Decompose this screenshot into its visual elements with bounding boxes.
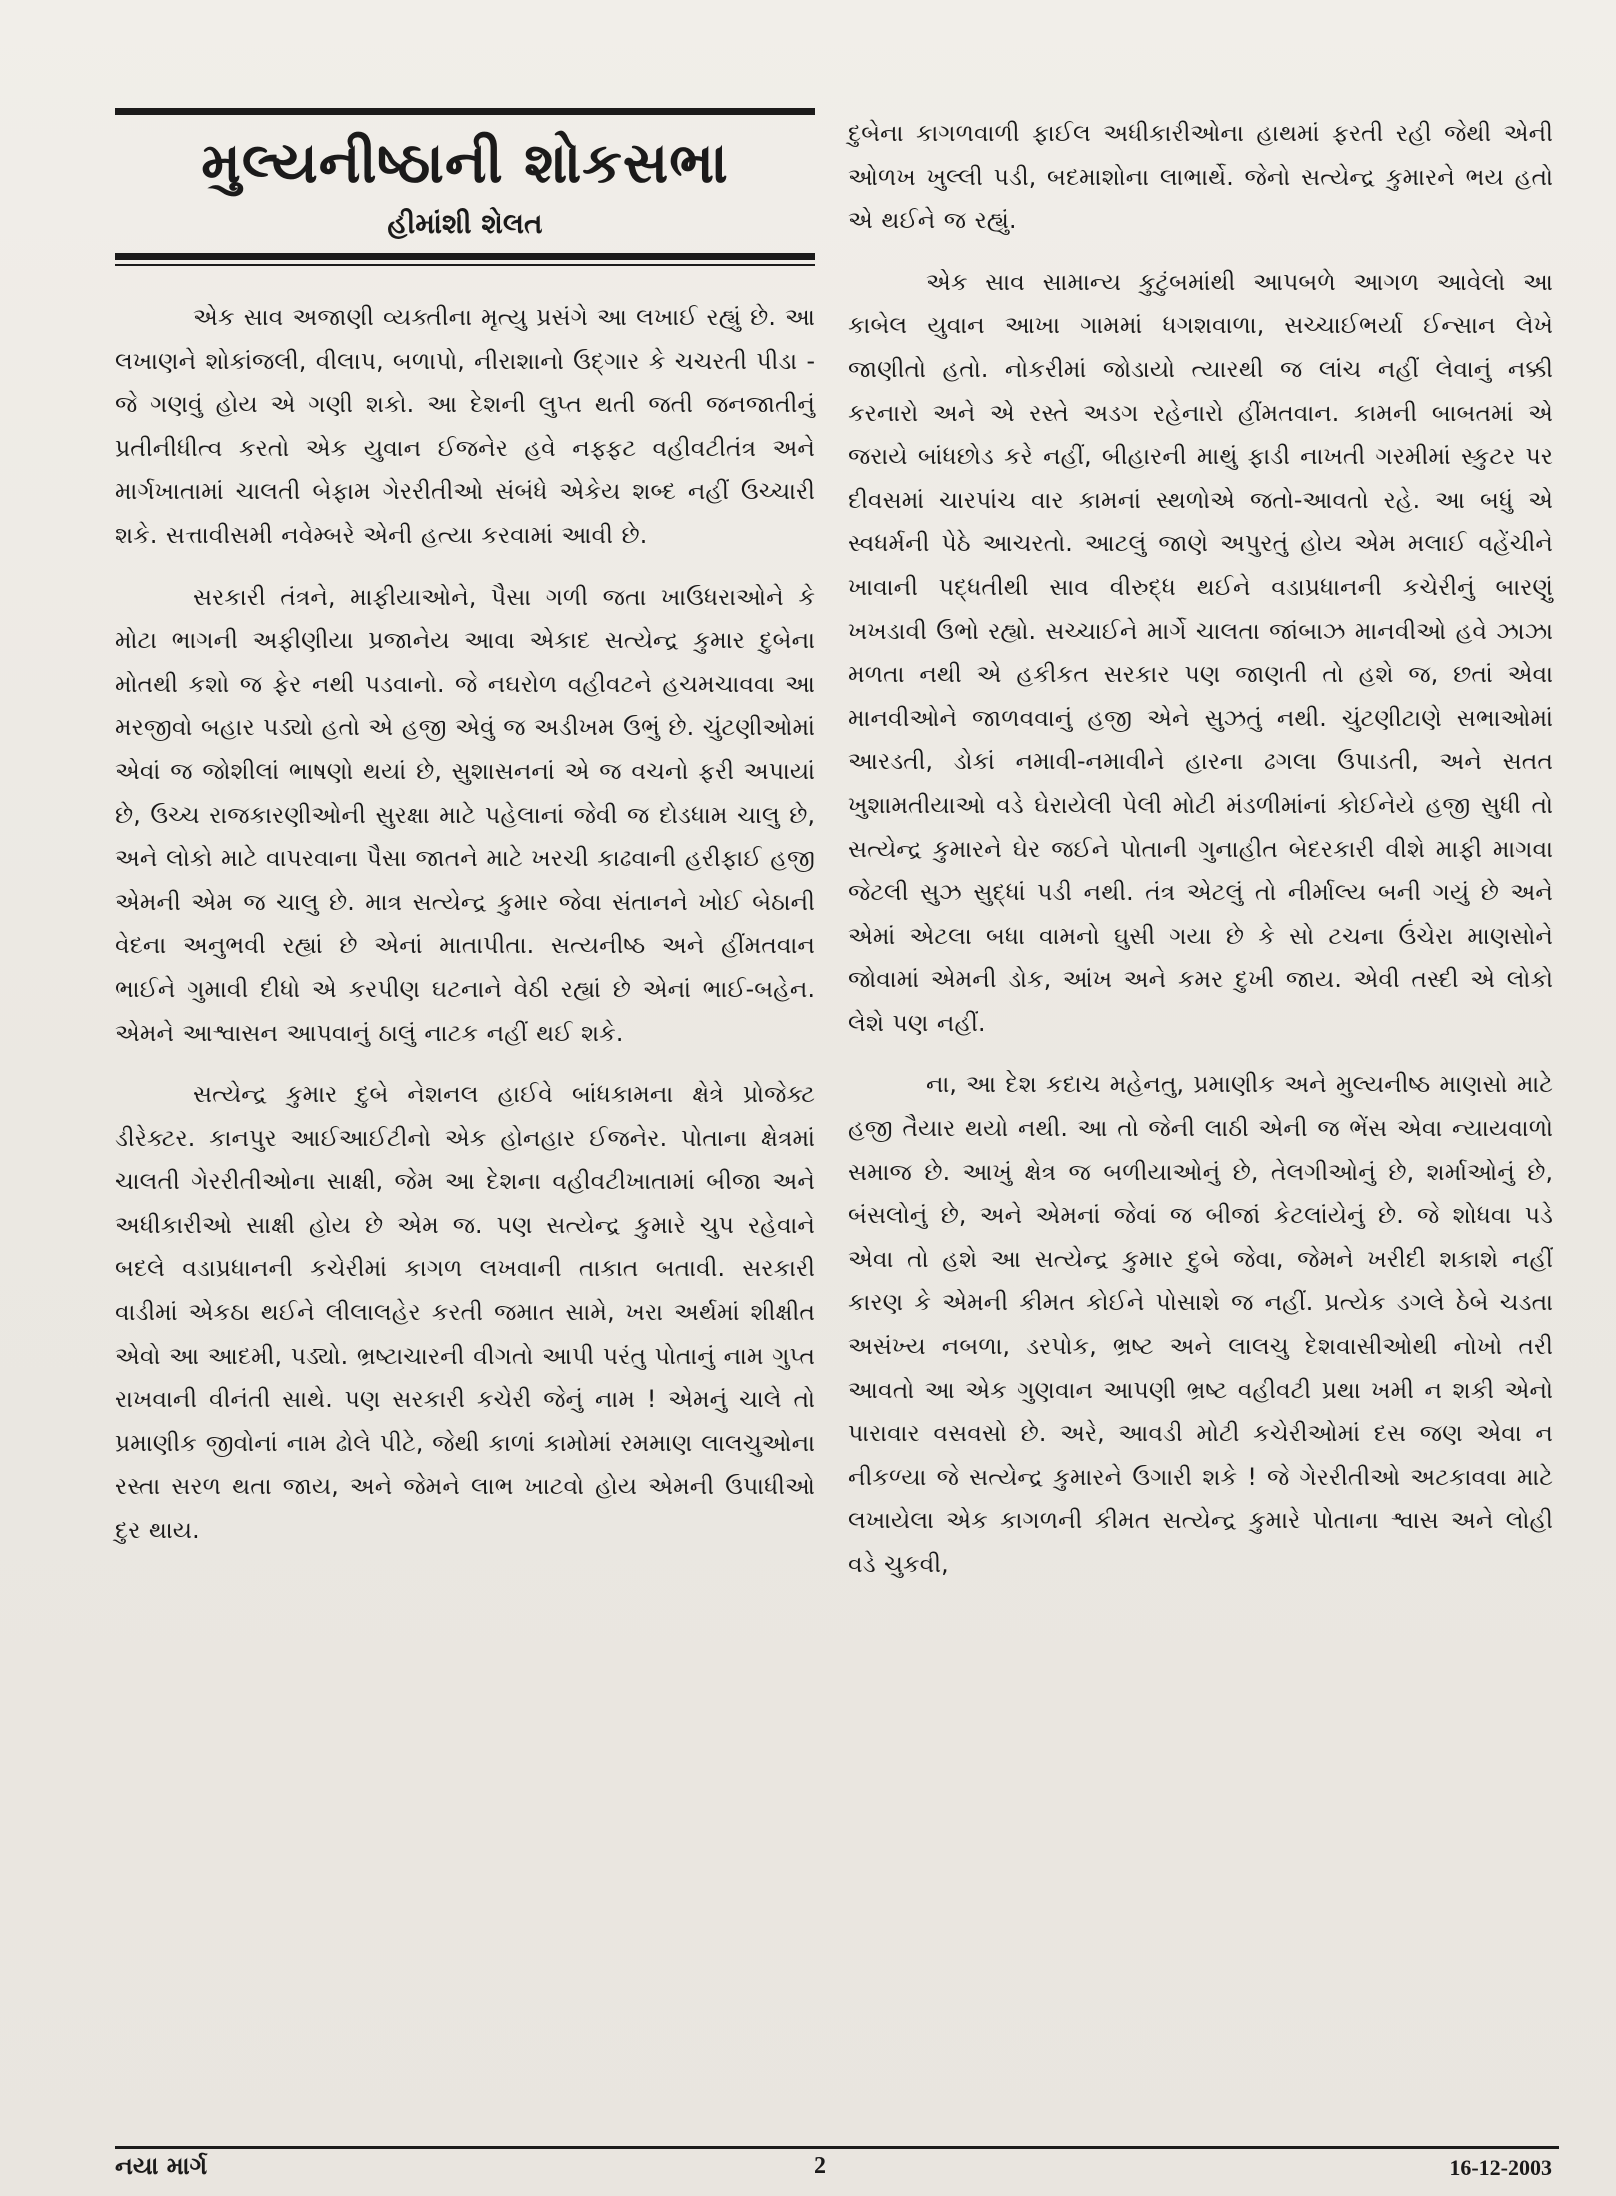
header-rule-thick	[115, 253, 815, 260]
header-rule-thin	[115, 264, 815, 266]
paragraph: સરકારી તંત્રને, માફીયાઓને, પૈસા ગળી જતા ખાઉધરાઓને કે મોટા ભાગની અફીણીયા પ્રજાનેય આવા એકાદ સત્યેન્દ્ર કુમાર દુબેના મોતથી કશો જ ફેર નથી પડવાનો. જે નઘરોળ વહીવટને હચમચાવવા આ મરજીવો બહાર પડ્યો હતો એ હજી એવું જ અડીખમ ઉભું છે. ચુંટણીઓમાં એવાં જ જોશીલાં ભાષણો થયાં છે, સુશાસનનાં એ જ વચનો ફરી અપાયાં છે, ઉચ્ચ રાજકારણીઓની સુરક્ષા માટે પહેલાનાં જેવી જ દોડધામ ચાલુ છે, અને લોકો માટે વાપરવાના પૈસા જાતને માટે ખરચી કાઢવાની હરીફાઈ હજી એમની એમ જ ચાલુ છે. માત્ર સત્યેન્દ્ર કુમાર જેવા સંતાનને ખોઈ બેઠાની વેદના અનુભવી રહ્યાં છે એનાં માતાપીતા. સત્યનીષ્ઠ અને હીંમતવાન ભાઈને ગુમાવી દીધો એ કરપીણ ઘટનાને વેઠી રહ્યાં છે એનાં ભાઈ-બહેન. એમને આશ્વાસન આપવાનું ઠાલું નાટક નહીં થઈ શકે.	[115, 582, 815, 1047]
paragraph: ના, આ દેશ કદાચ મહેનતુ, પ્રમાણીક અને મુલ્યનીષ્ઠ માણસો માટે હજી તૈયાર થયો નથી. આ તો જેની લાઠી એની જ ભેંસ એવા ન્યાયવાળો સમાજ છે. આખું ક્ષેત્ર જ બળીયાઓનું છે, તેલગીઓનું છે, શર્માઓનું છે, બંસલોનું છે, અને એમનાં જેવાં જ બીજાં કેટલાંયેનું છે. જે શોધવા પડે એવા તો હશે આ સત્યેન્દ્ર કુમાર દુબે જેવા, જેમને ખરીદી શકાશે નહીં કારણ કે એમની કીમત કોઈને પોસાશે જ નહીં. પ્રત્યેક ડગલે ઠેબે ચડતા અસંખ્ય નબળા, ડરપોક, ભ્રષ્ટ અને લાલચુ દેશવાસીઓથી નોખો તરી આવતો આ એક ગુણવાન આપણી ભ્રષ્ટ વહીવટી પ્રથા ખમી ન શકી એનો પારાવાર વસવસો છે. અરે, આવડી મોટી કચેરીઓમાં દસ જણ એવા ન નીકળ્યા જે સત્યેન્દ્ર કુમારને ઉગારી શકે ! જે ગેરરીતીઓ અટકાવવા માટે લખાયેલા એક કાગળની કીમત સત્યેન્દ્ર કુમારે પોતાના શ્વાસ અને લોહી વડે ચુકવી,	[848, 1070, 1554, 1578]
issue-date: 16-12-2003	[1449, 2155, 1552, 2180]
paragraph: સત્યેન્દ્ર કુમાર દુબે નેશનલ હાઈવે બાંધકામના ક્ષેત્રે પ્રોજેક્ટ ડીરેક્ટર. કાનપુર આઈઆઈટીનો એક હોનહાર ઈજનેર. પોતાના ક્ષેત્રમાં ચાલતી ગેરરીતીઓના સાક્ષી, જેમ આ દેશના વહીવટીખાતામાં બીજા અને અધીકારીઓ સાક્ષી હોય છે એમ જ. પણ સત્યેન્દ્ર કુમારે ચુપ રહેવાને બદલે વડાપ્રધાનની કચેરીમાં કાગળ લખવાની તાકાત બતાવી. સરકારી વાડીમાં એકઠા થઈને લીલાલહેર કરતી જમાત સામે, ખરા અર્થમાં શીક્ષીત એવો આ આદમી, પડ્યો. ભ્રષ્ટાચારની વીગતો આપી પરંતુ પોતાનું નામ ગુપ્ત રાખવાની વીનંતી સાથે. પણ સરકારી કચેરી જેનું નામ ! એમનું ચાલે તો પ્રમાણીક જીવોનાં નામ ઢોલે પીટે, જેથી કાળાં કામોમાં રમમાણ લાલચુઓના રસ્તા સરળ થતા જાય, અને જેમને લાભ ખાટવો હોય એમની ઉપાધીઓ દુર થાય.	[115, 1080, 815, 1545]
page-number: 2	[814, 2153, 826, 2179]
right-column	[848, 112, 1553, 1587]
top-rule	[115, 108, 815, 115]
paragraph: એક સાવ અજાણી વ્યક્તીના મૃત્યુ પ્રસંગે આ લખાઈ રહ્યું છે. આ લખાણને શોકાંજલી, વીલાપ, બળાપો, નીરાશાનો ઉદ્‌ગાર કે ચચરતી પીડા - જે ગણવું હોય એ ગણી શકો. આ દેશની લુપ્ત થતી જતી જનજાતીનું પ્રતીનીધીત્વ કરતો એક યુવાન ઈજનેર હવે નફ્ફટ વહીવટીતંત્ર અને માર્ગખાતામાં ચાલતી બેફામ ગેરરીતીઓ સંબંધે એકેય શબ્દ નહીં ઉચ્ચારી શકે. સત્તાવીસમી નવેમ્બરે એની હત્યા કરવામાં આવી છે.	[115, 303, 815, 549]
article-title: મુલ્યનીષ્ઠાની શોકસભા	[201, 131, 729, 196]
left-column	[115, 108, 815, 1553]
paragraph: દુબેના કાગળવાળી ફાઈલ અધીકારીઓના હાથમાં ફરતી રહી જેથી એની ઓળખ ખુલ્લી પડી, બદમાશોના લાભાર્થે. જેનો સત્યેન્દ્ર કુમારને ભય હતો એ થઈને જ રહ્યું.	[848, 119, 1553, 235]
article-author: હીમાંશી શેલત	[387, 207, 543, 240]
publication-name: નયા માર્ગ	[115, 2152, 208, 2180]
paragraph: એક સાવ સામાન્ય કુટુંબમાંથી આપબળે આગળ આવેલો આ કાબેલ યુવાન આખા ગામમાં ધગશવાળા, સચ્ચાઈભર્યા ઈન્સાન લેખે જાણીતો હતો. નોકરીમાં જોડાયો ત્યારથી જ લાંચ નહીં લેવાનું નક્કી કરનારો અને એ રસ્તે અડગ રહેનારો હીંમતવાન. કામની બાબતમાં એ જરાયે બાંધછોડ કરે નહીં, બીહારની માથું ફાડી નાખતી ગરમીમાં સ્કુટર પર દીવસમાં ચારપાંચ વાર કામનાં સ્થળોએ જતો-આવતો રહે. આ બધું એ સ્વધર્મની પેઠે આચરતો. આટલું જાણે અપુરતું હોય એમ મલાઈ વહેંચીને ખાવાની પદ્ધતીથી સાવ વીરુદ્ધ થઈને વડાપ્રધાનની કચેરીનું બારણું ખખડાવી ઉભો રહ્યો. સચ્ચાઈને માર્ગે ચાલતા જાંબાઝ માનવીઓ હવે ઝાઝા મળતા નથી એ હકીકત સરકાર પણ જાણતી તો હશે જ, છતાં એવા માનવીઓને જાળવવાનું હજી એને સુઝતું નથી. ચુંટણીટાણે સભાઓમાં આરડતી, ડોકાં નમાવી-નમાવીને હારના ઢગલા ઉપાડતી, અને સતત ખુશામતીયાઓ વડે ઘેરાયેલી પેલી મોટી મંડળીમાંનાં કોઈનેયે હજી સુધી તો સત્યેન્દ્ર કુમારને ઘેર જઈને પોતાની ગુનાહીત બેદરકારી વીશે માફી માગવા જેટલી સુઝ સુદ્ધાં પડી નથી. તંત્ર એટલું તો નીર્માલ્ય બની ગયું છે અને એમાં એટલા બધા વામનો ઘુસી ગયા છે કે સો ટચના ઉંચેરા માણસોને જોવામાં એમની ડોક, આંખ અને કમર દુખી જાય. એવી તસ્દી એ લોકો લેશે પણ નહીં.	[848, 267, 1553, 1037]
